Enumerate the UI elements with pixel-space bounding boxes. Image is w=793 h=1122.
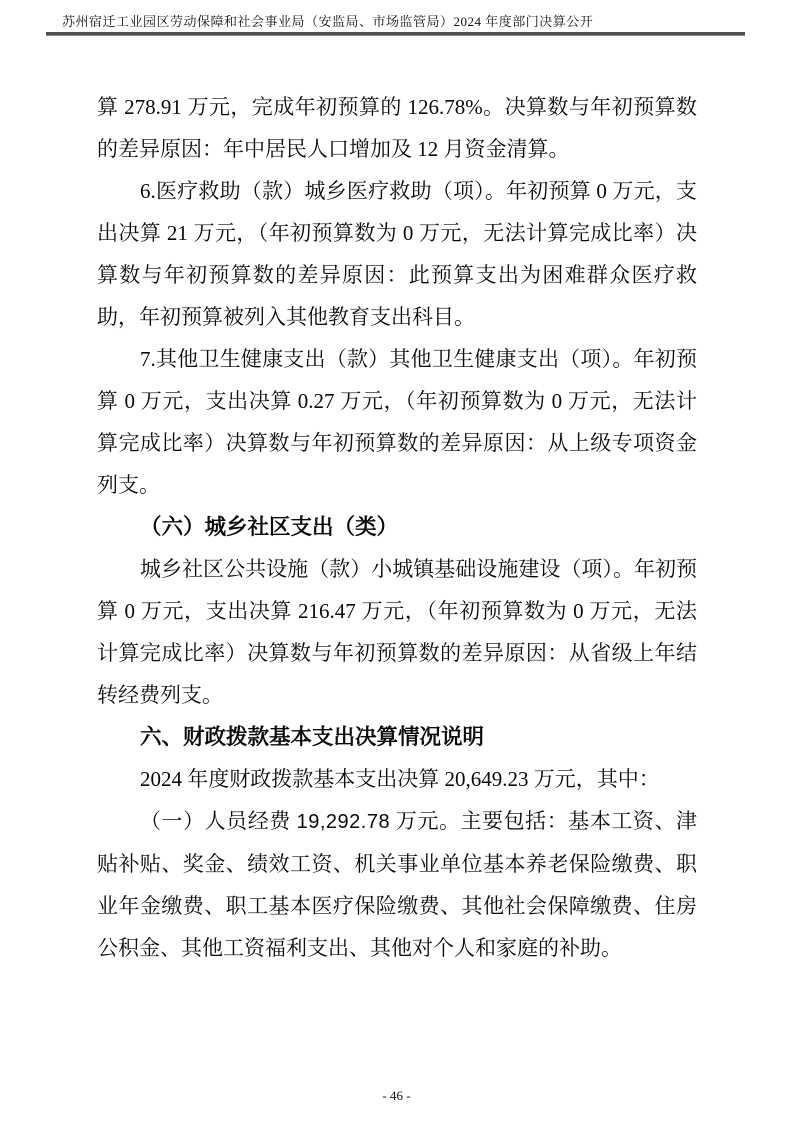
header-rule — [46, 32, 745, 36]
personnel-expenses-amount: 19,292.78 — [296, 811, 391, 833]
paragraph-other-health-expenditure: 7.其他卫生健康支出（款）其他卫生健康支出（项）。年初预算 0 万元，支出决算 0.27 万元，（年初预算数为 0 万元，无法计算完成比率）决算数与年初预算数的差异原因：从上级专项资金列支。 — [97, 347, 697, 497]
paragraph-budget-completion: 算 278.91 万元，完成年初预算的 126.78%。决算数与年初预算数的差异原因：年中居民人口增加及 12 月资金清算。 — [97, 95, 697, 161]
paragraph-medical-assistance: 6.医疗救助（款）城乡医疗救助（项）。年初预算 0 万元，支出决算 21 万元，（年初预算数为 0 万元，无法计算完成比率）决算数与年初预算数的差异原因：此预算支出为困难群众医疗救助，年初预算被列入其他教育支出科目。 — [97, 179, 697, 329]
header-title: 苏州宿迁工业园区劳动保障和社会事业局（安监局、市场监管局）2024 年度部门决算公开 — [62, 14, 594, 29]
personnel-expenses-prefix: （一）人员经费 — [140, 809, 297, 833]
document-footer — [0, 1088, 793, 1104]
personnel-expenses-suffix: 万元。主要包括：基本工资、津贴补贴、奖金、绩效工资、机关事业单位基本养老保险缴费、职业年金缴费、职工基本医疗保险缴费、其他社会保障缴费、住房公积金、其他工资福利支出、其他对个人和家庭的补助。 — [97, 809, 698, 960]
paragraph-basic-expenditure-total: 2024 年度财政拨款基本支出决算 20,649.23 万元，其中： — [140, 767, 660, 791]
document-body — [97, 86, 697, 969]
paragraph-personnel-expenses — [97, 800, 697, 969]
paragraph-community-facilities: 城乡社区公共设施（款）小城镇基础设施建设（项）。年初预算 0 万元，支出决算 216.47 万元，（年初预算数为 0 万元，无法计算完成比率）决算数与年初预算数的差异原因：从省级上年结转经费列支。 — [97, 557, 697, 707]
section-heading-urban-rural-community: （六）城乡社区支出（类） — [140, 515, 399, 539]
document-header — [46, 0, 745, 36]
page-number: - 46 - — [382, 1088, 411, 1103]
section-heading-basic-expenditure: 六、财政拨款基本支出决算情况说明 — [140, 725, 485, 749]
